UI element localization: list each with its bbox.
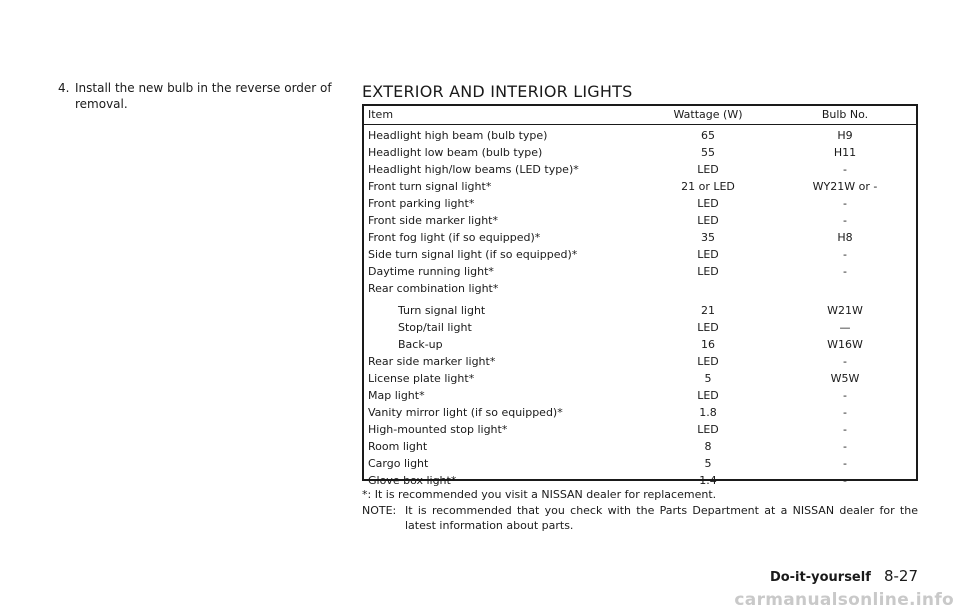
cell-bulb-no: W21W bbox=[827, 304, 863, 317]
cell-bulb-no: - bbox=[843, 406, 847, 419]
cell-bulb-no: - bbox=[843, 197, 847, 210]
cell-wattage: 1.8 bbox=[699, 406, 717, 419]
cell-wattage: LED bbox=[697, 163, 719, 176]
header-wattage: Wattage (W) bbox=[673, 108, 743, 121]
cell-item: Headlight high beam (bulb type) bbox=[368, 129, 548, 142]
section-title: EXTERIOR AND INTERIOR LIGHTS bbox=[362, 82, 633, 101]
table-row bbox=[364, 370, 916, 387]
cell-wattage: 35 bbox=[701, 231, 715, 244]
cell-item: Rear combination light* bbox=[368, 282, 499, 295]
cell-bulb-no: H9 bbox=[837, 129, 853, 142]
table-row bbox=[364, 161, 916, 178]
cell-item: Rear side marker light* bbox=[368, 355, 496, 368]
table-row bbox=[364, 195, 916, 212]
cell-item: Front side marker light* bbox=[368, 214, 498, 227]
cell-item: Headlight low beam (bulb type) bbox=[368, 146, 543, 159]
cell-bulb-no: - bbox=[843, 214, 847, 227]
step-text: Install the new bulb in the reverse order of removal. bbox=[75, 81, 332, 111]
cell-wattage: LED bbox=[697, 197, 719, 210]
cell-item: Daytime running light* bbox=[368, 265, 494, 278]
table-row bbox=[364, 404, 916, 421]
bulb-table bbox=[362, 104, 918, 487]
note-label: NOTE: bbox=[362, 504, 397, 517]
cell-item: Vanity mirror light (if so equipped)* bbox=[368, 406, 563, 419]
watermark-logo: carmanualsonline.info bbox=[734, 590, 954, 610]
cell-wattage: 21 bbox=[701, 304, 715, 317]
cell-bulb-no: - bbox=[843, 355, 847, 368]
instruction-step bbox=[58, 80, 343, 112]
table-row bbox=[364, 280, 916, 297]
page-number: 8-27 bbox=[883, 567, 918, 585]
cell-bulb-no: - bbox=[843, 440, 847, 453]
cell-item: Front fog light (if so equipped)* bbox=[368, 231, 541, 244]
cell-wattage: LED bbox=[697, 214, 719, 227]
footer-section-name: Do-it-yourself bbox=[769, 570, 871, 585]
cell-bulb-no: H8 bbox=[837, 231, 853, 244]
cell-bulb-no: WY21W or - bbox=[812, 180, 878, 193]
footnote: *: It is recommended you visit a NISSAN dealer for replacement. bbox=[362, 488, 717, 501]
cell-item: Stop/tail light bbox=[398, 321, 472, 334]
cell-bulb-no: — bbox=[839, 321, 851, 334]
cell-bulb-no: - bbox=[843, 163, 847, 176]
table-row bbox=[364, 127, 916, 144]
cell-wattage: 5 bbox=[704, 372, 712, 385]
cell-wattage: LED bbox=[697, 389, 719, 402]
cell-item: Side turn signal light (if so equipped)* bbox=[368, 248, 578, 261]
table-row bbox=[364, 178, 916, 195]
cell-bulb-no: W5W bbox=[830, 372, 860, 385]
cell-item: License plate light* bbox=[368, 372, 475, 385]
cell-bulb-no: - bbox=[843, 248, 847, 261]
cell-bulb-no: - bbox=[843, 423, 847, 436]
table-row bbox=[364, 421, 916, 438]
cell-item: Glove box light* bbox=[368, 474, 457, 487]
cell-item: Front parking light* bbox=[368, 197, 475, 210]
cell-item: Cargo light bbox=[368, 457, 429, 470]
table-header-row bbox=[364, 106, 916, 125]
cell-item: Headlight high/low beams (LED type)* bbox=[368, 163, 579, 176]
cell-bulb-no: H11 bbox=[833, 146, 857, 159]
cell-item: Turn signal light bbox=[398, 304, 486, 317]
table-row bbox=[364, 144, 916, 161]
table-row bbox=[364, 336, 916, 353]
cell-wattage: LED bbox=[697, 248, 719, 261]
cell-wattage: 1.4 bbox=[699, 474, 717, 487]
cell-item: Map light* bbox=[368, 389, 425, 402]
cell-wattage: 55 bbox=[701, 146, 715, 159]
cell-item: Front turn signal light* bbox=[368, 180, 492, 193]
cell-bulb-no: - bbox=[843, 474, 847, 487]
page-footer bbox=[770, 566, 918, 585]
step-number: 4. bbox=[58, 81, 70, 95]
cell-wattage: 65 bbox=[701, 129, 715, 142]
table-row bbox=[364, 387, 916, 404]
cell-wattage: 21 or LED bbox=[681, 180, 735, 193]
table-row bbox=[364, 319, 916, 336]
cell-item: High-mounted stop light* bbox=[368, 423, 508, 436]
table-row bbox=[364, 302, 916, 319]
cell-wattage: 5 bbox=[704, 457, 712, 470]
cell-wattage: LED bbox=[697, 321, 719, 334]
table-row bbox=[364, 229, 916, 246]
cell-wattage: 16 bbox=[701, 338, 715, 351]
cell-bulb-no: - bbox=[843, 265, 847, 278]
cell-item: Back-up bbox=[398, 338, 443, 351]
table-row bbox=[364, 438, 916, 455]
cell-bulb-no: W16W bbox=[827, 338, 863, 351]
table-row bbox=[364, 246, 916, 263]
cell-wattage: LED bbox=[697, 423, 719, 436]
header-bulb-no: Bulb No. bbox=[821, 108, 869, 121]
cell-wattage: LED bbox=[697, 265, 719, 278]
note-text: It is recommended that you check with the Parts Department at a NISSAN dealer for the latest information about parts. bbox=[405, 504, 918, 532]
note bbox=[362, 503, 918, 533]
header-item: Item bbox=[368, 108, 394, 121]
cell-item: Room light bbox=[368, 440, 428, 453]
table-row bbox=[364, 263, 916, 280]
cell-bulb-no: - bbox=[843, 389, 847, 402]
table-row bbox=[364, 353, 916, 370]
cell-wattage: 8 bbox=[704, 440, 712, 453]
table-row bbox=[364, 455, 916, 472]
cell-wattage: LED bbox=[697, 355, 719, 368]
table-row bbox=[364, 212, 916, 229]
cell-bulb-no: - bbox=[843, 457, 847, 470]
